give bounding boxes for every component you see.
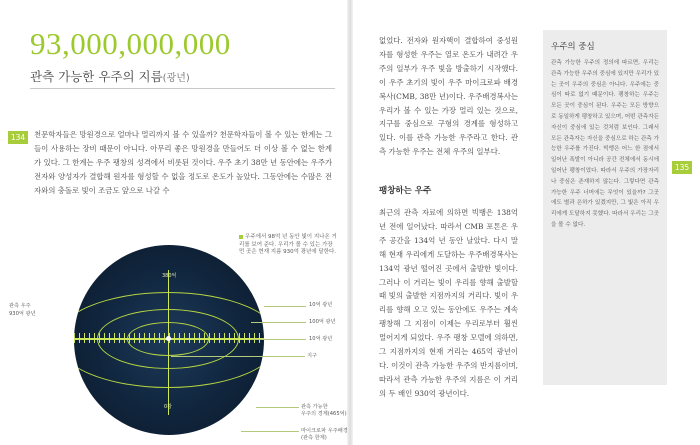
right-body-bottom: 최근의 관측 자료에 의하면 빅뱅은 138억 년 전에 일어났다. 따라서 CMB 포톤은 우주 공간을 134억 년 동안 날았다. 다시 말해 현재 우리에게 도달하는 우주배경복사는 134억 광년 떨어진 곳에서 출발한 빛이다. 그러나 이 거리는 빛이 우리를 향해 출발할 때 빛의 출발한 지점까지의 거리다. 빛이 우리를 향해 오고 있는 동안에도 우주는 계속 팽창해 그 지점이 이제는 우리로부터 훨씬 멀어지게 되었다. 우주 팽창 모델에 의하면, 그 지점까지의 현재 거리는 465억 광년이다. 이것이 관측 가능한 우주의 반지름이며, 따라서 관측 가능한 우주의 지름은 이 거리의 두 배인 930억 광년이다. [379,208,518,398]
leader-line [171,356,305,357]
leader-line [256,407,299,408]
figure-label-1: 10억 광년 [309,302,333,308]
title-divider [30,88,335,89]
figure-label-earth: 지구 [307,353,318,359]
headline-number: 93,000,000,000 [30,26,231,61]
vertical-axis [168,270,169,415]
earth-marker [166,336,171,341]
universe-disk [74,245,264,435]
page-number-left: 134 [8,131,28,144]
section-heading: 팽창하는 우주 [379,186,432,196]
disk-label-top: 380억 [162,273,177,279]
figure-label-boundary: 관측 가능한 [301,404,328,410]
leader-line [264,306,306,307]
leader-line [251,322,306,323]
subtitle-paren: (광년) [162,73,190,84]
subtitle-text: 관측 가능한 우주의 지름 [30,69,163,84]
sidebar-title: 우주의 중심 [551,42,595,52]
leader-line [241,431,299,432]
observable-universe-figure [9,240,348,445]
disk-label-bottom: 0광 [164,404,173,410]
page-number-right: 135 [672,161,692,174]
figure-label-3: 10억 광년 [309,336,333,342]
caption-text: 우주에서 98억 년 동안 빛이 지나온 거리를 보여 준다. 우리가 볼 수 있는 가장 먼 곳은 현재 지름 930억 광년에 달한다. [239,234,337,256]
sidebar-text: 관측 가능한 우주의 정의에 따르면, 우리는 관측 가능한 우주의 중심에 있지만 우리가 있는 곳이 우주의 중심은 아니다. 우주에는 중심이 따로 없기 때문이다. 팽창하는 우주는 모든 곳이 중심이 된다. 우주는 모든 방향으로 동일하게 팽창하고 있으며, 어떤 관측자든 자신이 중심에 있는 것처럼 보인다. 그래서 모든 관측자는 자신을 중심으로 하는 관측 가능한 우주를 가진다. 빅뱅은 어느 한 점에서 일어난 폭발이 아니라 공간 전체에서 동시에 일어난 팽창이었다. 따라서 우주의 가장자리나 중심은 존재하지 않는다. 그렇다면 관측 가능한 우주 너머에는 무엇이 있을까? 그곳에도 별과 은하가 있겠지만, 그 빛은 아직 우리에게 도달하지 못했다. 따라서 우리는 그곳을 볼 수 없다. [551,60,659,228]
caption-bullet-icon [239,235,243,239]
figure-label-2: 100억 광년 [309,319,336,325]
right-body-top: 없었다. 전자와 원자핵이 결합하여 중성원자를 형성한 우주는 열로 온도가 내려간 우주의 일부가 우주 빛을 방출하기 시작했다. 이 우주 초기의 빛이 우주 마이크로파 배경복사(CMB, 38만 년)이다. 우주배경복사는 우리가 볼 수 있는 가장 멀리 있는 것으로, 지구를 중심으로 구형의 경계를 형성하고 있다. 이를 관측 가능한 우주라고 한다. 관측 가능한 우주는 전체 우주의 일부다. [379,36,518,157]
figure-label-edge-value: 930억 광년 [9,311,36,317]
sidebar-box [543,30,667,385]
page-subtitle [30,67,190,85]
leader-line [251,339,306,340]
figure-label-cmb-note: (관측 한계) [301,435,327,441]
left-body-paragraph: 천문학자들은 망원경으로 얼마나 멀리까지 볼 수 있을까? 천문학자들이 볼 수 있는 한계는 그들이 사용하는 장비 때문이 아니다. 아무리 좋은 망원경을 만들어도 더 이상 볼 수 없는 한계가 있다. 그 한계는 우주 팽창의 성격에서 비롯된 것이다. 우주 초기 38만 년 동안에는 우주가 전자와 양성자가 결합해 원자를 형성할 수 없을 정도로 온도가 높았다. 그동안에는 수많은 전자와의 충돌로 빛이 조금도 앞으로 나갈 수 [34,130,332,195]
figure-label-boundary-value: 우주의 경계(465억) [301,411,347,417]
figure-label-edge: 관측 우주 [9,303,31,309]
book-gutter [347,0,353,445]
figure-label-cmb: 마이크로파 우주배경 [301,428,348,434]
